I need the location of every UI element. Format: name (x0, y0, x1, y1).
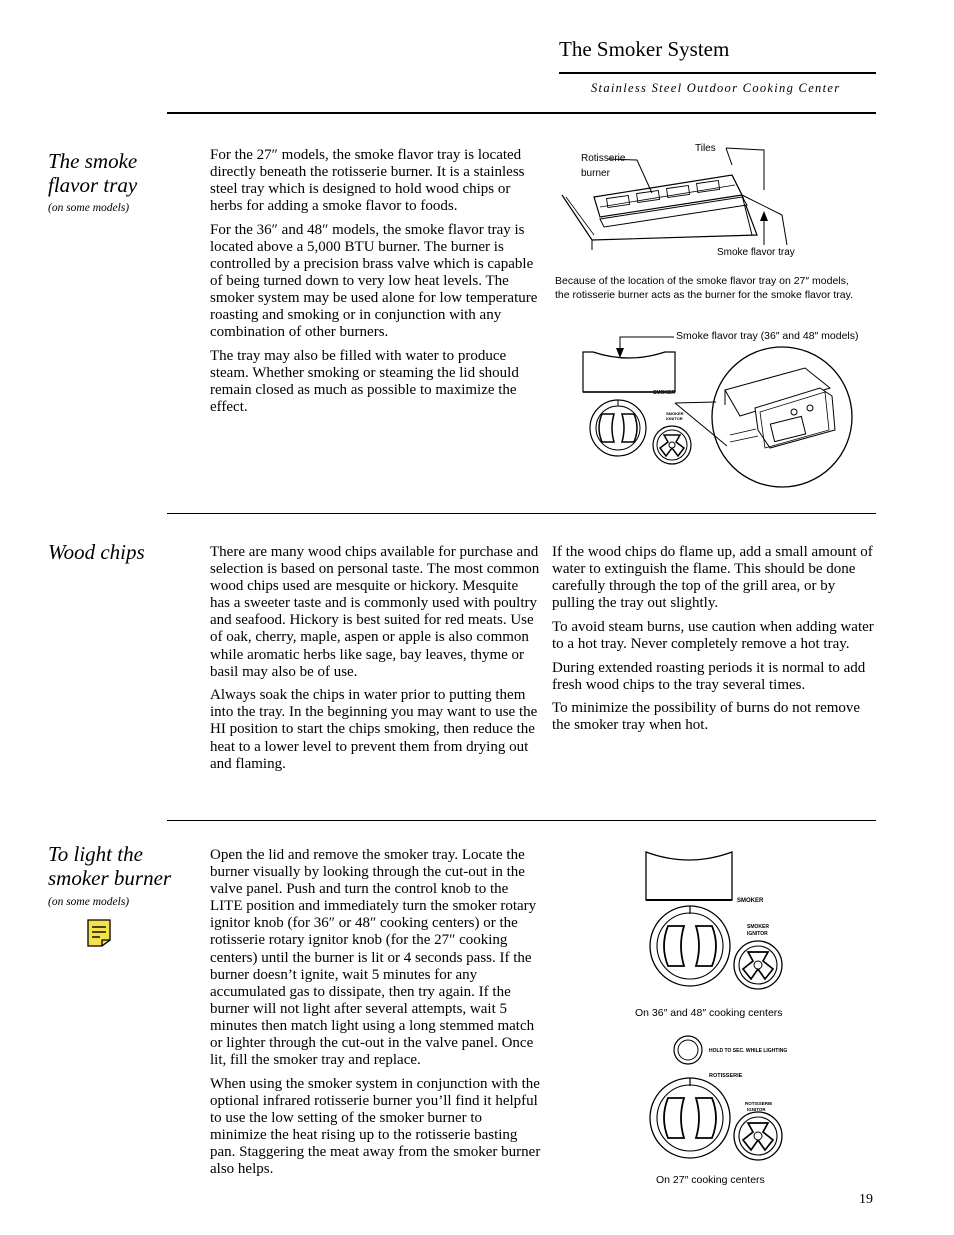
paragraph: Open the lid and remove the smoker tray. Locate the burner visually by looking through the cut-out in the valve panel. Push and turn the control knob to the LITE position and immediately turn the smoker rotary ignitor knob (for 36″ or 48″ cooking centers) or the rotisserie rotary ignitor knob (for the 27″ cooking centers) until the burner is lit or 4 seconds pass. If the burner doesn’t ignite, wait 5 minutes for any accumulated gas to dissipate, then try again. If the burner will not light after several attempts, wait 5 minutes then match light using a long stemmed match or lighter through the cut-out in the valve panel. Once lit, fill the smoker tray and replace. (210, 847, 537, 1069)
ignitor-label-2: IGNITOR (747, 931, 768, 937)
paragraph: When using the smoker system in conjunction with the optional infrared rotisserie burner you’ll find it helpful to use the low setting of the smoker burner to minimize the heat rising up to the rotisserie basting pan. Staggering the meat away from the smoker burner also helps. (210, 1075, 541, 1178)
caption-line: Because of the location of the smoke flavor tray on 27″ models, (555, 275, 849, 287)
section-title-smoke-flavor-tray (48, 149, 137, 197)
smoke-tray-36-48-illustration (580, 330, 855, 490)
section-divider (167, 820, 876, 821)
ignitor-label-2: IGNITOR (666, 416, 683, 421)
wood-chips-left-column (210, 544, 540, 779)
page-subtitle: Stainless Steel Outdoor Cooking Center (591, 81, 841, 95)
paragraph: For the 36″ and 48″ models, the smoke flavor tray is located above a 5,000 BTU burner. The burner is controlled by a precision brass valve which is capable of being turned down to very low heat levels. The smoker system may be used alone for low temperature roasting and smoking or in conjunction with any combination of other burners. (210, 221, 538, 341)
section-note: (on some models) (48, 202, 130, 214)
paragraph: If the wood chips do flame up, add a small amount of water to extinguish the flame. This should be done carefully through the top of the grill area, or by pulling the tray out slightly. (552, 544, 873, 612)
page-number: 19 (859, 1192, 873, 1207)
paragraph: Always soak the chips in water prior to putting them into the tray. In the beginning you may want to use the HI position to start the chips smoking, then reduce the heat to a lower level to prevent them from drying out and flaming. (210, 687, 538, 772)
label-rotisserie: Rotisserie (581, 153, 626, 164)
figure-caption-27 (555, 274, 885, 302)
rotisserie-label: ROTISSERIE (709, 1073, 743, 1079)
label-burner: burner (581, 168, 610, 179)
paragraph: For the 27″ models, the smoke flavor tray is located directly beneath the rotisserie burner. It is a stainless steel tray which is designed to hold wood chips or herbs for adding a smoke flavor to foods. (210, 147, 525, 215)
label-tiles: Tiles (695, 143, 716, 154)
smoke-tray-27-illustration (552, 135, 882, 270)
ignitor-label-2: IGNITOR (747, 1107, 766, 1112)
page-title: The Smoker System (559, 37, 730, 61)
rotisserie-controls-27-illustration (640, 1030, 800, 1172)
smoker-controls-36-48-illustration (640, 848, 800, 998)
light-smoker-body (210, 847, 542, 1185)
label-smoke-flavor-tray: Smoke flavor tray (717, 247, 795, 258)
header-rule (559, 72, 876, 74)
paragraph: To avoid steam burns, use caution when adding water to a hot tray. Never completely remove a hot tray. (552, 618, 874, 652)
hold-label: HOLD TO SEC. WHILE LIGHTING (709, 1048, 788, 1054)
section-title-line: To light the (48, 842, 143, 866)
wood-chips-right-column (552, 544, 878, 741)
ignitor-label-1: SMOKER (747, 924, 769, 930)
section-title-line: smoker burner (48, 866, 172, 890)
section-divider-top (167, 112, 876, 114)
figure-caption-36-48: On 36″ and 48″ cooking centers (635, 1007, 783, 1019)
section-title-light-smoker-burner (48, 842, 171, 890)
paragraph: During extended roasting periods it is normal to add fresh wood chips to the tray several times. (552, 659, 866, 693)
figure-caption-27-controls: On 27″ cooking centers (656, 1174, 765, 1186)
section-title-line: flavor tray (48, 173, 138, 197)
paragraph: There are many wood chips available for purchase and selection is based on personal taste. The most common wood chips used are mesquite or hickory. Mesquite has a sweeter taste and is commonly used with poultry and seafood. Hickory is best suited for red meats. Use of oak, cherry, maple, aspen or apple is also common while aromatic herbs like sage, bay leaves, thyme or basil may also be of use. (210, 544, 540, 680)
section-title-wood-chips: Wood chips (48, 540, 145, 564)
note-icon (86, 918, 114, 948)
ignitor-label-1: ROTISSERIE (745, 1101, 773, 1106)
smoker-label: SMOKER (737, 898, 764, 904)
smoker-label: SMOKER (653, 390, 675, 396)
section-divider (167, 513, 876, 514)
paragraph: To minimize the possibility of burns do not remove the smoker tray when hot. (552, 700, 861, 734)
section-note: (on some models) (48, 896, 130, 908)
section-title-line: The smoke (48, 149, 138, 173)
paragraph: The tray may also be filled with water to produce steam. Whether smoking or steaming the lid should remain closed as much as possible to maximize the effect. (210, 348, 519, 416)
ignitor-label-1: SMOKER (666, 411, 684, 416)
caption-line: the rotisserie burner acts as the burner for the smoke flavor tray. (555, 289, 854, 301)
label-smoke-tray-36-48: Smoke flavor tray (36″ and 48″ models) (676, 330, 859, 342)
section1-body (210, 147, 542, 423)
